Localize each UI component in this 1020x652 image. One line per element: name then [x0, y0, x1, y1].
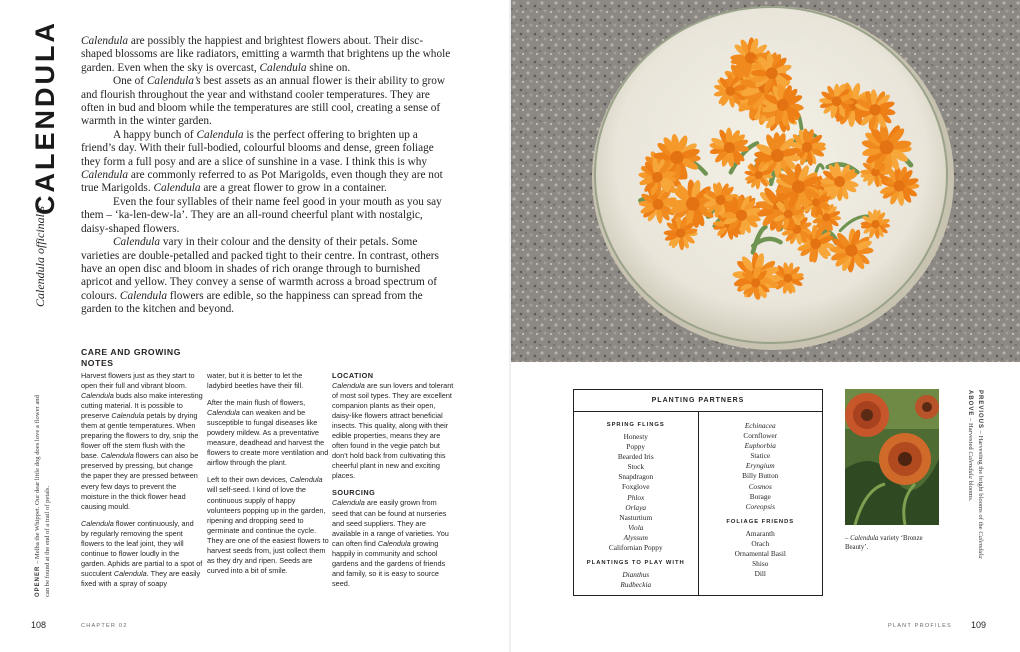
- care-column-1: [81, 371, 203, 596]
- plantings-heading: PLANTINGS TO PLAY WITH: [586, 560, 685, 567]
- partner-item: Cornflower: [743, 431, 778, 441]
- above-label: ABOVE: [967, 390, 973, 417]
- spring-fling-item: Foxglove: [621, 482, 650, 492]
- spring-fling-item: Stock: [627, 462, 645, 472]
- intro-paragraph: A happy bunch of Calendula is the perfect offering to brighten up a friend’s day. With their full-bodied, colourful blooms and dense, green foliage they form a full posy and are a slice of sunshine in a vase. I think this is why Calendula are commonly referred to as Pot Marigolds, even though they are not true Marigolds. Calendula are a great flower to grow in a container.: [81, 128, 443, 195]
- bronze-beauty-photo: [845, 389, 939, 525]
- foliage-friends-heading: FOLIAGE FRIENDS: [726, 518, 795, 525]
- care-paragraph: water, but it is better to let the ladybird beetles have their fill.: [207, 371, 304, 391]
- spring-fling-item: Honesty: [623, 432, 648, 441]
- planting-item: Rudbeckia: [620, 580, 652, 590]
- calendula-bowl-photo: [511, 0, 1020, 362]
- partners-right-column: [698, 412, 823, 595]
- foliage-friend-item: Dill: [754, 569, 766, 579]
- planting-partners-box: [573, 389, 823, 596]
- care-column-2: [207, 371, 329, 583]
- planting-partners-title: PLANTING PARTNERS: [574, 390, 822, 412]
- location-paragraph: Calendula are sun lovers and tolerant of most soil types. They are excellent companion plants as their open, daisy-like flowers attract beneficial insects. This quality, along with their edible properties, means they are often found in the vegie patch but don’t hold back from cultivating this cheerful plant in new and exciting places.: [332, 381, 454, 481]
- care-column-3: [332, 371, 454, 596]
- spring-fling-item: Poppy: [626, 442, 646, 452]
- partner-item: Coreopsis: [745, 501, 775, 511]
- care-paragraph: After the main flush of flowers, Calendula can weaken and be susceptible to fungal diseases like powdery mildew. As a preventative measure, deadhead and harvest the flowers to create more ventilation and airflow through the plant.: [207, 398, 329, 468]
- sourcing-paragraph: Calendula are easily grown from seed that can be found at nurseries and seed suppliers. They are available in a range of varieties. You can often find Calendula growing happily in community and school gardens and the gardens of friends and family, so it is easy to source seed.: [332, 498, 449, 588]
- spring-fling-item: Orlaya: [625, 502, 647, 512]
- latin-name: [30, 206, 50, 307]
- bowl-photo-image: [511, 0, 1020, 362]
- bronze-beauty-caption: – Calendula variety ‘Bronze Beauty’.: [845, 535, 923, 551]
- planting-item: Dianthus: [622, 570, 650, 580]
- care-paragraph: Left to their own devices, Calendula will self-seed. I kind of love the continuous supply of happy volunteers popping up in the garden, ripening and dropping seed to germinate and continue the cycle. They are one of the easiest flowers to harvest seeds from, just collect them as they dry and ripen. Seeds are curved into a bit of smile.: [207, 475, 329, 575]
- opener-label: OPENER: [34, 565, 41, 597]
- intro-paragraph: One of Calendula’s best assets as an annual flower is their ability to grow and flourish throughout the year and withstand cooler temperatures. They are often in bud and bloom while the temperatures are still cool, creating a sense of warmth in the winter garden.: [81, 75, 446, 128]
- foliage-friend-item: Ornamental Basil: [734, 549, 786, 559]
- foliage-friend-item: Orach: [751, 538, 770, 548]
- title-text: CALENDULA: [29, 20, 60, 215]
- intro-paragraph: Calendula vary in their colour and the density of their petals. Some varieties are double-petalled and packed tight to their centre. In contrast, others have an open disc and bloom in shades of rich orange through to burnished apricot and yellow. They convey a sense of warmth across a broad spectrum of colours. Calendula flowers are edible, so the happiness can spread from the garden to the kitchen and beyond.: [81, 236, 439, 316]
- spring-fling-item: Californian Poppy: [608, 543, 663, 553]
- spring-fling-item: Snapdragon: [618, 472, 654, 482]
- opener-credit: [32, 392, 52, 597]
- foliage-friend-item: Amaranth: [745, 528, 775, 538]
- spring-fling-item: Alyssum: [623, 532, 648, 542]
- page-number-left: 108: [31, 620, 47, 630]
- care-heading: CARE AND GROWING NOTES: [81, 347, 181, 368]
- partners-left-column: [574, 412, 698, 595]
- spring-fling-item: Bearded Iris: [617, 452, 654, 462]
- photo-credits: PREVIOUS – Harvesting the bright blooms of the Calendula ABOVE – Harvested Calendula blooms.: [967, 390, 984, 559]
- running-head-right: PLANT PROFILES: [888, 623, 952, 629]
- partner-item: Billy Button: [742, 471, 779, 481]
- location-heading: LOCATION: [332, 371, 374, 380]
- previous-label: PREVIOUS: [977, 390, 983, 430]
- partner-item: Echinacea: [744, 421, 776, 430]
- page-number-right: 109: [971, 620, 987, 630]
- care-paragraph: Calendula flower continuously, and by regularly removing the spent flowers to the leaf joint, they will continue to flower loudly in the garden. Aphids are partial to a spot of succulent Calendula. They are easily fixed with a spray of soapy: [81, 518, 203, 588]
- running-head-left: CHAPTER 02: [81, 623, 128, 629]
- partner-item: Borage: [749, 491, 771, 501]
- opener-text: – Melba the Whippet. Our dear little dog does love a flower and can be found at the end of a trail of petals.: [33, 395, 51, 597]
- latin-name-text: Calendula officinalis: [32, 206, 47, 307]
- sourcing-heading: SOURCING: [332, 488, 376, 498]
- partner-item: Euphorbia: [744, 441, 776, 451]
- profile-title: [29, 20, 60, 215]
- spring-fling-item: Phlox: [627, 492, 645, 502]
- spring-flings-heading: SPRING FLINGS: [606, 422, 665, 428]
- spring-fling-item: Viola: [628, 522, 644, 532]
- intro-text: [81, 35, 451, 317]
- care-paragraph: Harvest flowers just as they start to open their full and vibrant bloom. Calendula buds also make interesting cutting material. It is possible to preserve Calendula petals by drying them at gentle temperatures. When preparing the flowers to dry, snip the flower off the stem flush with the base. Calendula flowers can also be preserved by pressing, but change the paper they are pressed between every few days to prevent the moisture in the thick flower head causing mould.: [81, 371, 203, 511]
- partner-item: Statice: [750, 451, 771, 461]
- partner-item: Cosmos: [748, 481, 772, 491]
- partner-item: Eryngium: [745, 461, 775, 471]
- spring-fling-item: Nasturtium: [619, 512, 653, 522]
- intro-paragraph: Even the four syllables of their name feel good in your mouth as you say them – ‘ka-len-dew-la’. They are an all-round cheerful plant with nostalgic, daisy-shaped flowers.: [81, 195, 442, 235]
- intro-paragraph: Calendula are possibly the happiest and brightest flowers about. Their disc-shaped blossoms are like radiators, emitting a warmth that brightens up the whole garden. Even when the sky is overcast, Calendula shine on.: [81, 35, 451, 74]
- bronze-beauty-image: [845, 389, 939, 525]
- foliage-friend-item: Shiso: [752, 559, 769, 569]
